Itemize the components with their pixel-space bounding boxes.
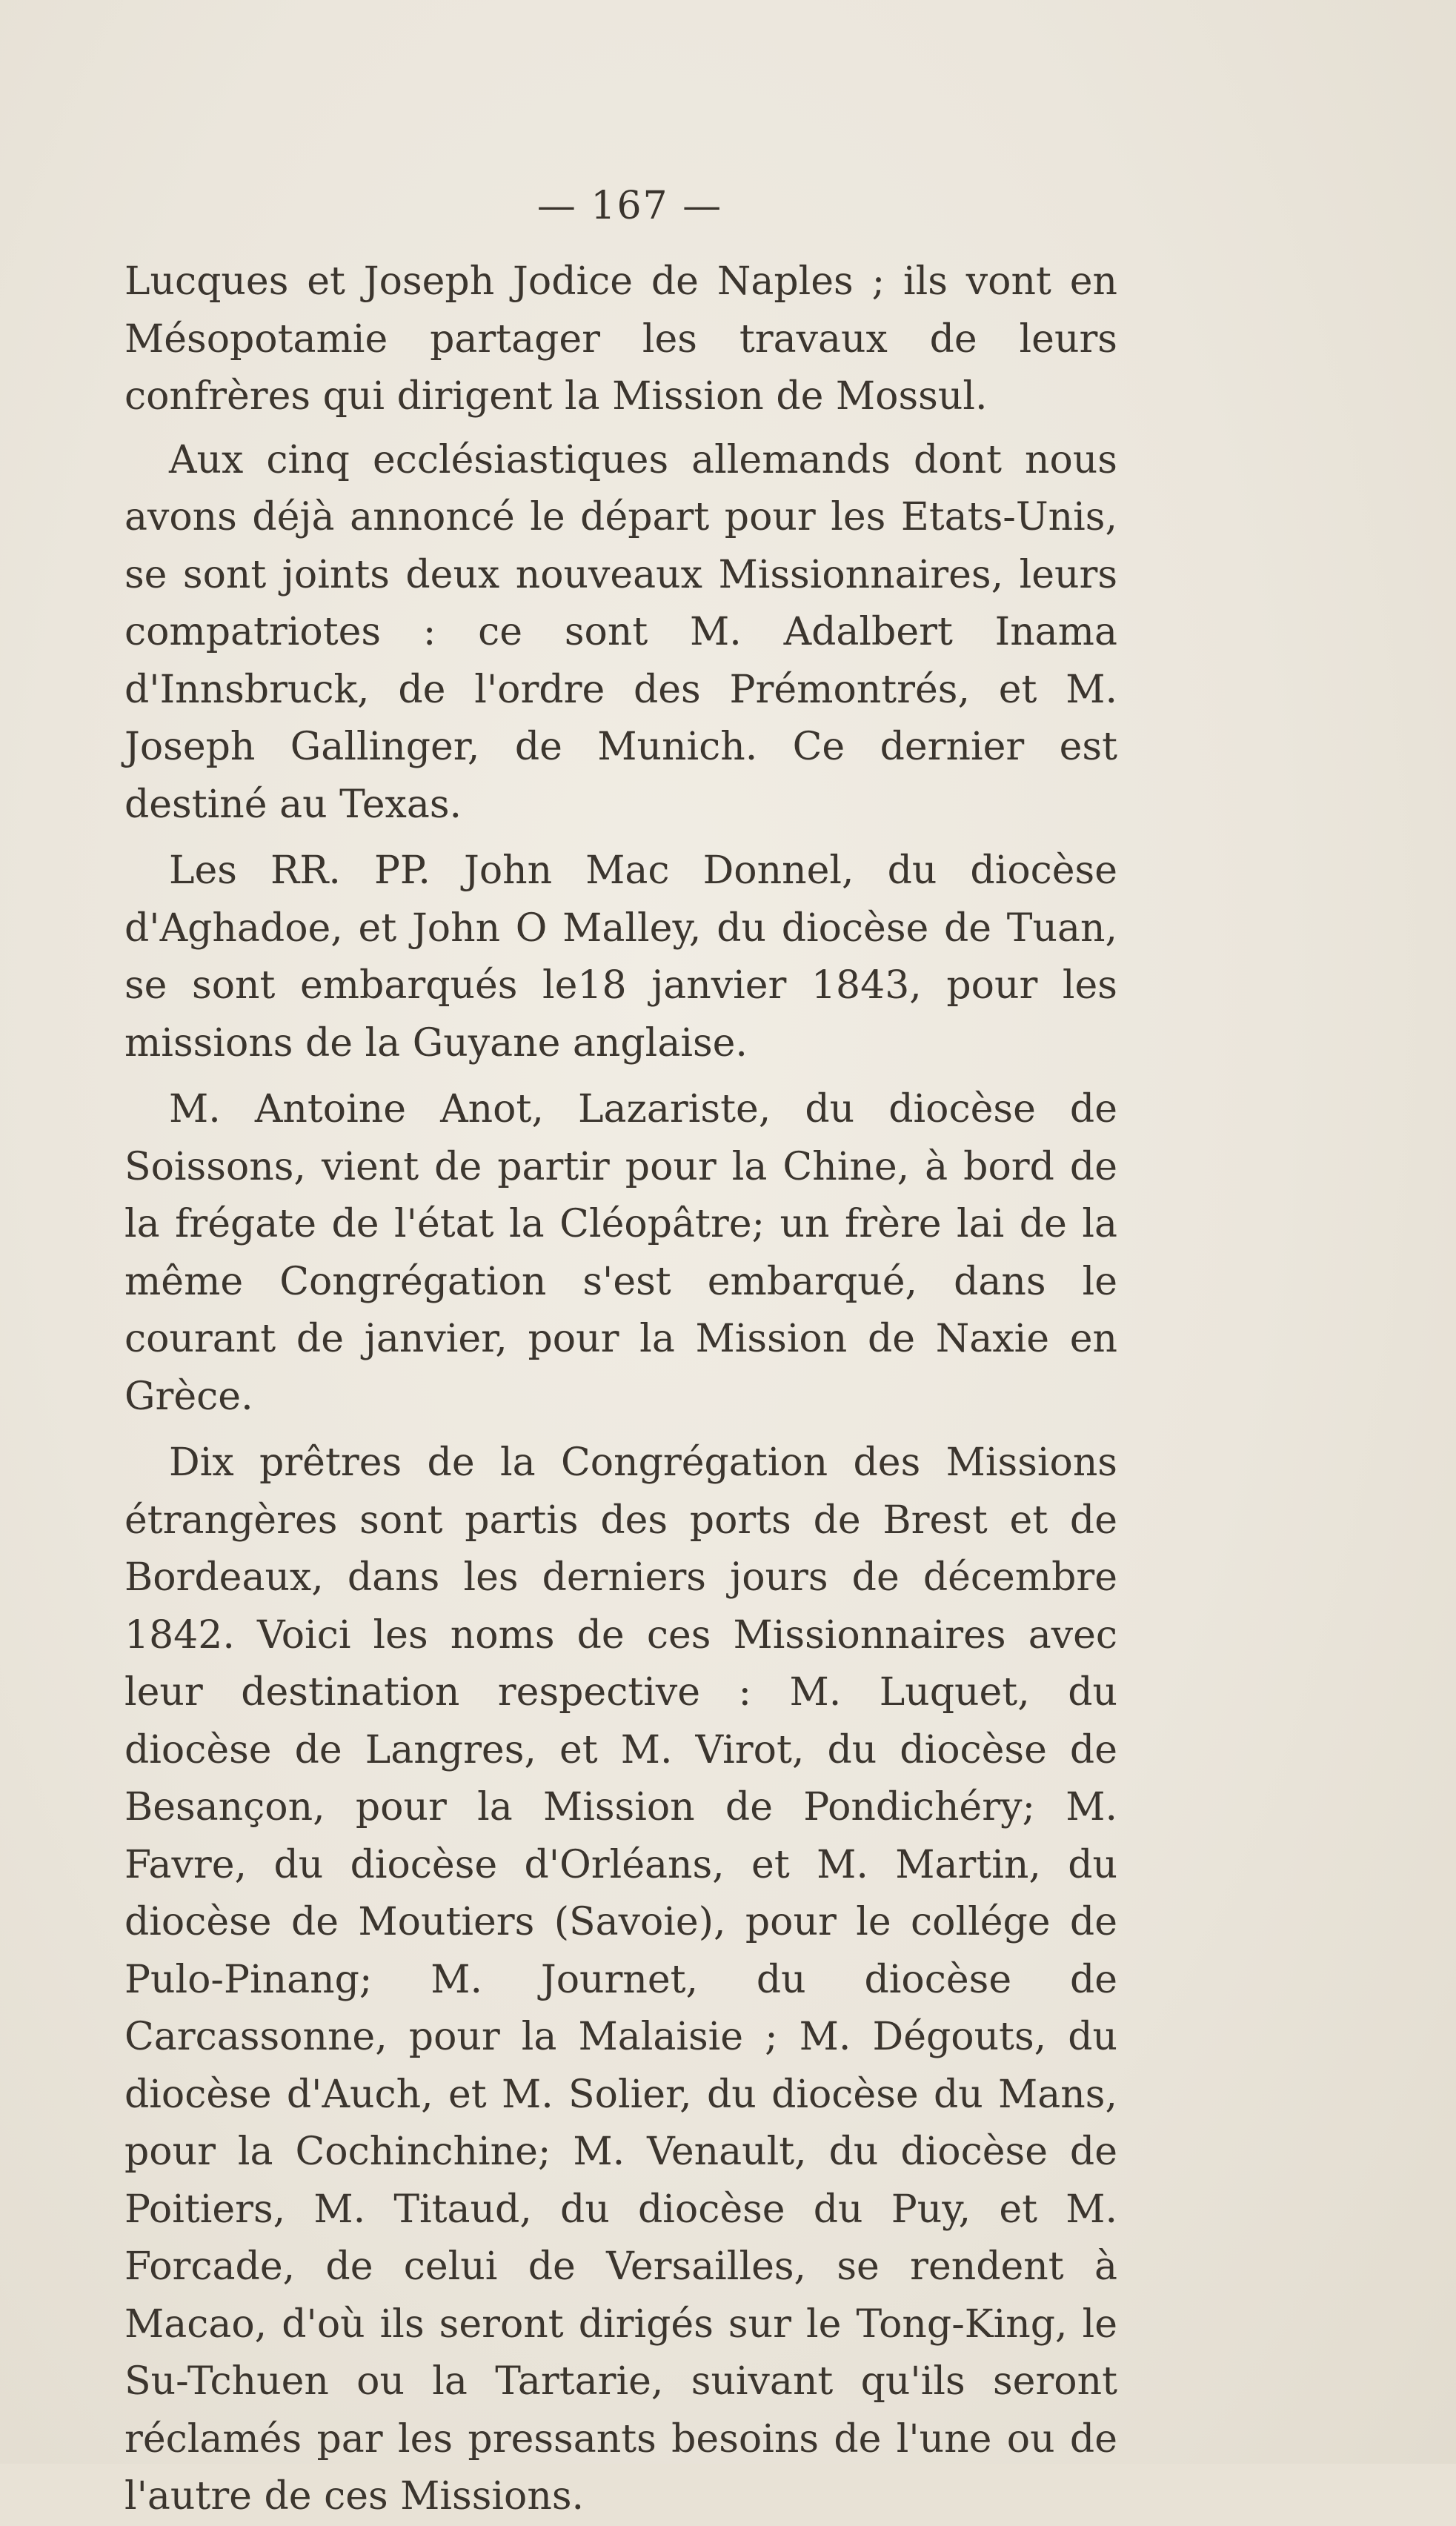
paragraph-china-departure: M. Antoine Anot, Lazariste, du diocèse de Soissons, vient de partir pour la Chine, à bord de la frégate de l'état la Cléopâtre; un frère lai de la même Congrégation s'est embarqué, dans le courant de janvier, pour la Mission de Naxie en Grèce. xyxy=(124,1087,1117,1419)
paragraph-foreign-missions: Dix prêtres de la Congrégation des Missions étrangères sont partis des ports de Brest et de Bordeaux, dans les derniers jours de décembre 1842. Voici les noms de ces Missionnaires avec leur destination respective : M. Luquet, du diocèse de Langres, et M. Virot, du diocèse de Besançon, pour la Mission de Pondichéry; M. Favre, du diocèse d'Orléans, et M. Martin, du diocèse de Moutiers (Savoie), pour le collége de Pulo-Pinang; M. Journet, du diocèse de Carcassonne, pour la Malaisie ; M. Dégouts, du diocèse d'Auch, et M. Solier, du diocèse du Mans, pour la Cochinchine; M. Venault, du diocèse de Poitiers, M. Titaud, du diocèse du Puy, et M. Forcade, de celui de Versailles, se rendent à Macao, d'où ils seront dirigés sur le Tong-King, le Su-Tchuen ou la Tartarie, suivant qu'ils seront réclamés par les pressants besoins de l'une ou de l'autre de ces Missions. xyxy=(124,1440,1117,2519)
paragraph-guyane-mission: Les RR. PP. John Mac Donnel, du diocèse d'Aghadoe, et John O Malley, du diocèse de Tuan, se sont embarqués le18 janvier 1843, pour les missions de la Guyane anglaise. xyxy=(124,848,1117,1066)
paragraph-continuation: Lucques et Joseph Jodice de Naples ; ils vont en Mésopotamie partager les travaux de leurs confrères qui dirigent la Mission de Mossul. xyxy=(124,259,1117,419)
page-number: — 167 — xyxy=(536,184,723,228)
body-text xyxy=(124,253,1117,2526)
paragraph-german-missionaries: Aux cinq ecclésiastiques allemands dont nous avons déjà annoncé le départ pour les Etats-Unis, se sont joints deux nouveaux Missionnaires, leurs compatriotes : ce sont M. Adalbert Inama d'Innsbruck, de l'ordre des Prémontrés, et M. Joseph Gallinger, de Munich. Ce dernier est destiné au Texas. xyxy=(124,437,1117,827)
